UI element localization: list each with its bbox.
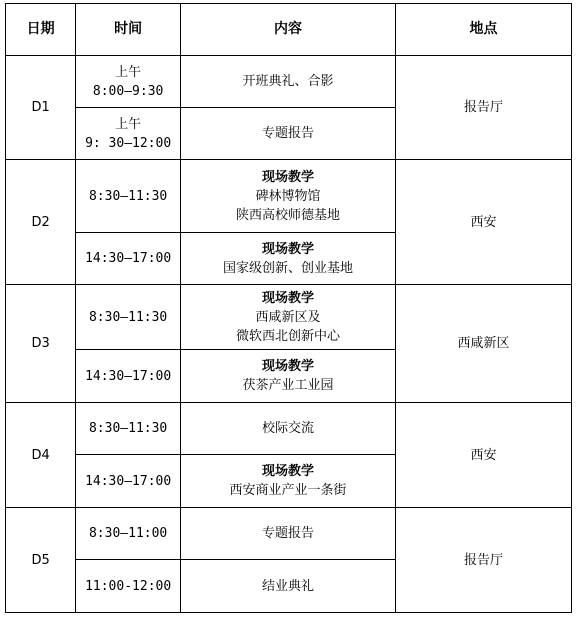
content-cell — [180, 160, 395, 233]
content-cell — [180, 233, 395, 285]
content-line: 专题报告 — [261, 126, 314, 141]
content-line: 专题报告 — [261, 526, 314, 541]
time-range: 9: 30—12:00 — [85, 135, 172, 151]
content-line: 陕西高校师德基地 — [235, 207, 340, 223]
time-cell: 8:30—11:30 — [76, 285, 181, 350]
content-cell — [180, 108, 395, 160]
content-line: 国家级创新、创业基地 — [222, 260, 353, 276]
content-line: 西咸新区及 — [255, 309, 321, 325]
content-line: 校际交流 — [261, 421, 314, 436]
header-content: 内容 — [180, 4, 395, 56]
content-line: 茯茶产业工业园 — [242, 378, 334, 393]
header-place: 地点 — [396, 4, 572, 56]
time-cell: 14:30—17:00 — [76, 350, 181, 403]
content-title: 现场教学 — [261, 241, 314, 257]
time-cell: 8:30—11:30 — [76, 160, 181, 233]
content-line: 西安商业产业一条街 — [229, 483, 347, 498]
time-period: 上午 — [115, 116, 142, 132]
content-cell — [180, 56, 395, 108]
content-title: 现场教学 — [261, 464, 314, 479]
header-date: 日期 — [6, 4, 76, 56]
content-line: 开班典礼、合影 — [242, 74, 334, 89]
time-cell: 8:30—11:30 — [76, 403, 181, 455]
content-cell — [180, 560, 395, 613]
content-title: 现场教学 — [261, 290, 314, 306]
table-row — [6, 403, 572, 455]
place-cell: 报告厅 — [396, 56, 572, 160]
time-period: 上午 — [115, 64, 142, 80]
day-cell: D3 — [6, 285, 76, 403]
header-time: 时间 — [76, 4, 181, 56]
table-row — [6, 56, 572, 108]
content-title: 现场教学 — [261, 359, 314, 374]
time-cell: 14:30—17:00 — [76, 455, 181, 508]
content-cell — [180, 350, 395, 403]
place-cell: 西安 — [396, 160, 572, 285]
place-cell: 西咸新区 — [396, 285, 572, 403]
content-cell — [180, 285, 395, 350]
time-cell — [76, 56, 181, 108]
time-range: 8:00—9:30 — [92, 83, 164, 99]
day-cell: D2 — [6, 160, 76, 285]
day-cell: D5 — [6, 508, 76, 613]
schedule-table — [5, 3, 572, 613]
table-row — [6, 508, 572, 560]
day-cell: D1 — [6, 56, 76, 160]
content-cell — [180, 403, 395, 455]
content-cell — [180, 455, 395, 508]
table-header-row — [6, 4, 572, 56]
content-line: 微软西北创新中心 — [235, 328, 340, 344]
place-cell: 西安 — [396, 403, 572, 508]
content-title: 现场教学 — [261, 169, 314, 185]
time-cell: 8:30—11:00 — [76, 508, 181, 560]
day-cell: D4 — [6, 403, 76, 508]
time-cell — [76, 108, 181, 160]
time-cell: 11:00-12:00 — [76, 560, 181, 613]
content-line: 碑林博物馆 — [255, 188, 321, 204]
time-cell: 14:30—17:00 — [76, 233, 181, 285]
table-row — [6, 160, 572, 233]
content-line: 结业典礼 — [261, 578, 314, 594]
table-row — [6, 285, 572, 350]
place-cell: 报告厅 — [396, 508, 572, 613]
content-cell — [180, 508, 395, 560]
